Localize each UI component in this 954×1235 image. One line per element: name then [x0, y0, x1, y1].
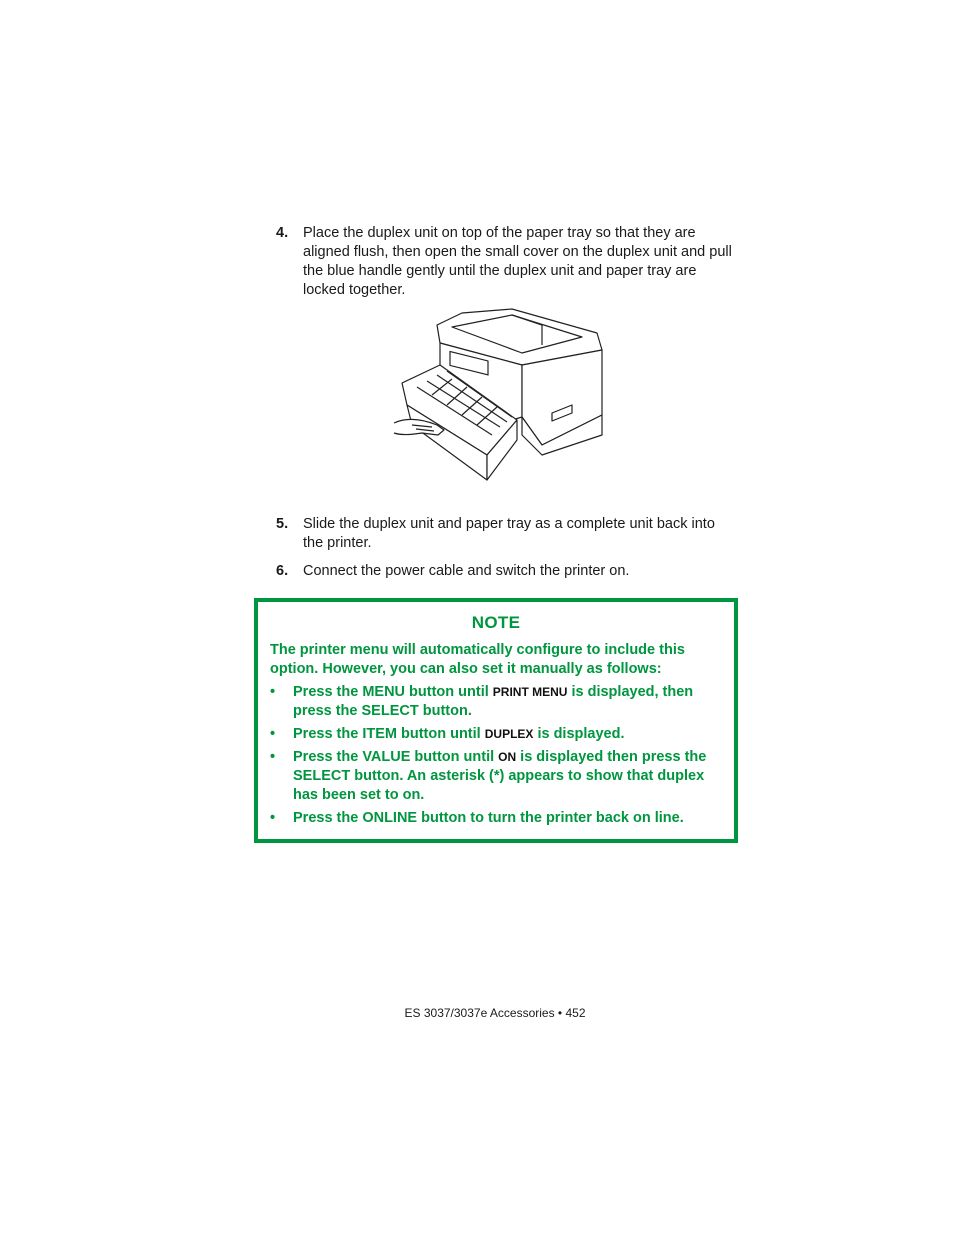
note-title: NOTE [471, 613, 521, 632]
step-number: 6. [276, 563, 289, 579]
bullet-glyph: • [270, 749, 276, 765]
display-code: DUPLEX [484, 727, 534, 741]
display-code: ON [498, 750, 517, 764]
note-box [254, 598, 738, 843]
note-bullet: • Press the ONLINE button to turn the printer back on line. [270, 810, 684, 826]
note-bullet: • Press the MENU button until PRINT MENU is displayed, then press the SELECT button. [270, 684, 694, 719]
step-4 [276, 224, 736, 300]
step-text: Place the duplex unit on top of the paper tray so that they are aligned flush, then open the small cover on the duplex unit and pull the blue handle gently until the duplex unit and paper tray are locked together. [303, 225, 732, 298]
step-6 [276, 562, 736, 581]
note-intro: The printer menu will automatically configure to include this option. However, you can also set it manually as follows: [270, 642, 685, 677]
step-number: 5. [276, 516, 289, 532]
printer-duplex-illustration [392, 305, 608, 485]
page-footer: ES 3037/3037e Accessories • 452 [404, 1006, 586, 1020]
bullet-glyph: • [270, 684, 276, 700]
step-number: 4. [276, 225, 289, 241]
note-bullet: • Press the VALUE button until ON is displayed then press the SELECT button. An asterisk (*) appears to show that duplex has been set to on. [270, 749, 707, 803]
bullet-glyph: • [270, 726, 276, 742]
step-text: Connect the power cable and switch the printer on. [303, 563, 630, 579]
display-code: PRINT MENU [492, 685, 568, 699]
step-text: Slide the duplex unit and paper tray as a complete unit back into the printer. [303, 516, 715, 551]
note-bullet: • Press the ITEM button until DUPLEX is displayed. [270, 726, 625, 742]
bullet-glyph: • [270, 810, 276, 826]
note-bullet-list [270, 683, 725, 832]
step-5 [276, 515, 736, 553]
